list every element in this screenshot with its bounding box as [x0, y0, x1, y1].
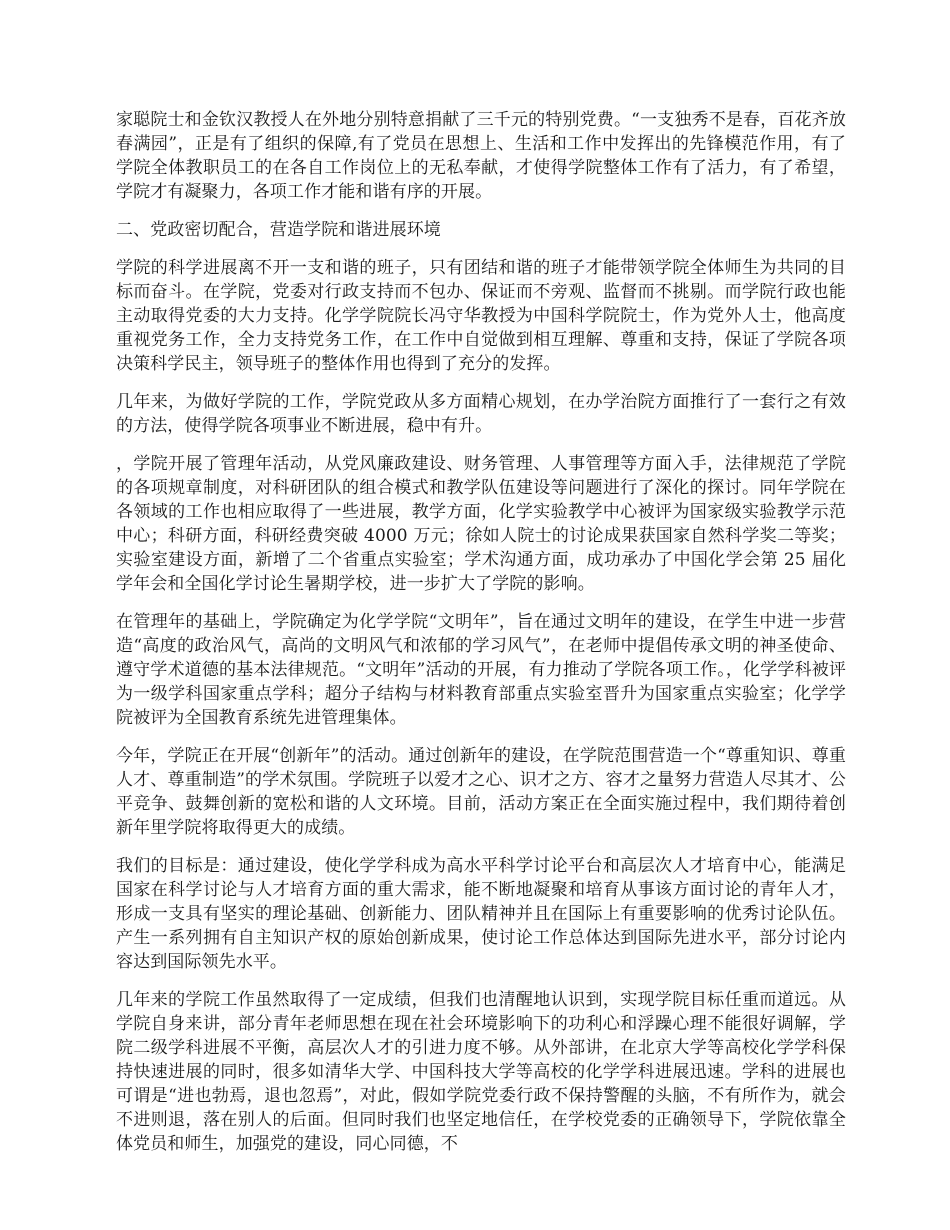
paragraph-goals: 我们的目标是：通过建设，使化学学科成为高水平科学讨论平台和高层次人才培育中心，能满足国家在科学讨论与人才培育方面的重大需求，能不断地凝聚和培育从事该方面讨论的青年人才，形成一支具有坚实的理论基础、创新能力、团队精神并且在国际上有重要影响的优秀讨论队伍。产生一系列拥有自主知识产权的原始创新成果，使讨论工作总体达到国际先进水平，部分讨论内容达到国际领先水平。	[116, 856, 846, 972]
paragraph-harmonious-team: 学院的科学进展离不开一支和谐的班子，只有团结和谐的班子才能带领学院全体师生为共同的目标而奋斗。在学院，党委对行政支持而不包办、保证而不旁观、监督而不挑剔。而学院行政也能主动取得党委的大力支持。化学学院院长冯守华教授为中国科学院院士，作为党外人士，他高度重视党务工作，全力支持党务工作，在工作中自觉做到相互理解、尊重和支持，保证了学院各项决策科学民主，领导班子的整体作用也得到了充分的发挥。	[116, 258, 846, 374]
paragraph-innovation-year: 今年，学院正在开展“创新年”的活动。通过创新年的建设，在学院范围营造一个“尊重知识、尊重人才、尊重制造”的学术氛围。学院班子以爱才之心、识才之方、容才之量努力营造人尽其才、公平竞争、鼓舞创新的宽松和谐的人文环境。目前，活动方案正在全面实施过程中，我们期待着创新年里学院将取得更大的成绩。	[116, 746, 846, 838]
paragraph-civilization-year: 在管理年的基础上，学院确定为化学学院“文明年”，旨在通过文明年的建设，在学生中进一步营造“高度的政治风气，高尚的文明风气和浓郁的学习风气”，在老师中提倡传承文明的神圣使命、遵守学术道德的基本法律规范。“文明年”活动的开展，有力推动了学院各项工作。，化学学科被评为一级学科国家重点学科；超分子结构与材料教育部重点实验室晋升为国家重点实验室；化学学院被评为全国教育系统先进管理集体。	[116, 612, 846, 728]
paragraph-party-fees: 家聪院士和金钦汉教授人在外地分别特意捐献了三千元的特别党费。“一支独秀不是春，百花齐放春满园”，正是有了组织的保障,有了党员在思想上、生活和工作中发挥出的先锋模范作用，有了学院全体教职员工的在各自工作岗位上的无私奉献，才使得学院整体工作有了活力，有了希望，学院才有凝聚力，各项工作才能和谐有序的开展。	[116, 110, 846, 202]
paragraph-management-year: ，学院开展了管理年活动，从党风廉政建设、财务管理、人事管理等方面入手，法律规范了学院的各项规章制度，对科研团队的组合模式和教学队伍建设等问题进行了深化的探讨。同年学院在各领域的工作也相应取得了一些进展，教学方面，化学实验教学中心被评为国家级实验教学示范中心；科研方面，科研经费突破 4000 万元；徐如人院士的讨论成果获国家自然科学奖二等奖；实验室建设方面，新增了二个省重点实验室；学术沟通方面，成功承办了中国化学会第 25 届化学年会和全国化学讨论生暑期学校，进一步扩大了学院的影响。	[116, 454, 846, 594]
paragraph-planning: 几年来，为做好学院的工作，学院党政从多方面精心规划，在办学治院方面推行了一套行之有效的方法，使得学院各项事业不断进展，稳中有升。	[116, 392, 846, 436]
section-heading-2: 二、党政密切配合，营造学院和谐进展环境	[116, 220, 441, 240]
document-body	[116, 108, 846, 1170]
paragraph-challenges: 几年来的学院工作虽然取得了一定成绩，但我们也清醒地认识到，实现学院目标任重而道远。从学院自身来讲，部分青年老师思想在现在社会环境影响下的功利心和浮躁心理不能很好调解，学院二级学科进展不平衡，高层次人才的引进力度不够。从外部讲，在北京大学等高校化学学科保持快速进展的同时，很多如清华大学、中国科技大学等高校的化学学科进展迅速。学科的进展也可谓是“进也勃焉，退也忽焉”，对此，假如学院党委行政不保持警醒的头脑，不有所作为，就会不进则退，落在别人的后面。但同时我们也坚定地信任，在学校党委的正确领导下，学院依靠全体党员和师生，加强党的建设，同心同德，不	[116, 990, 846, 1154]
